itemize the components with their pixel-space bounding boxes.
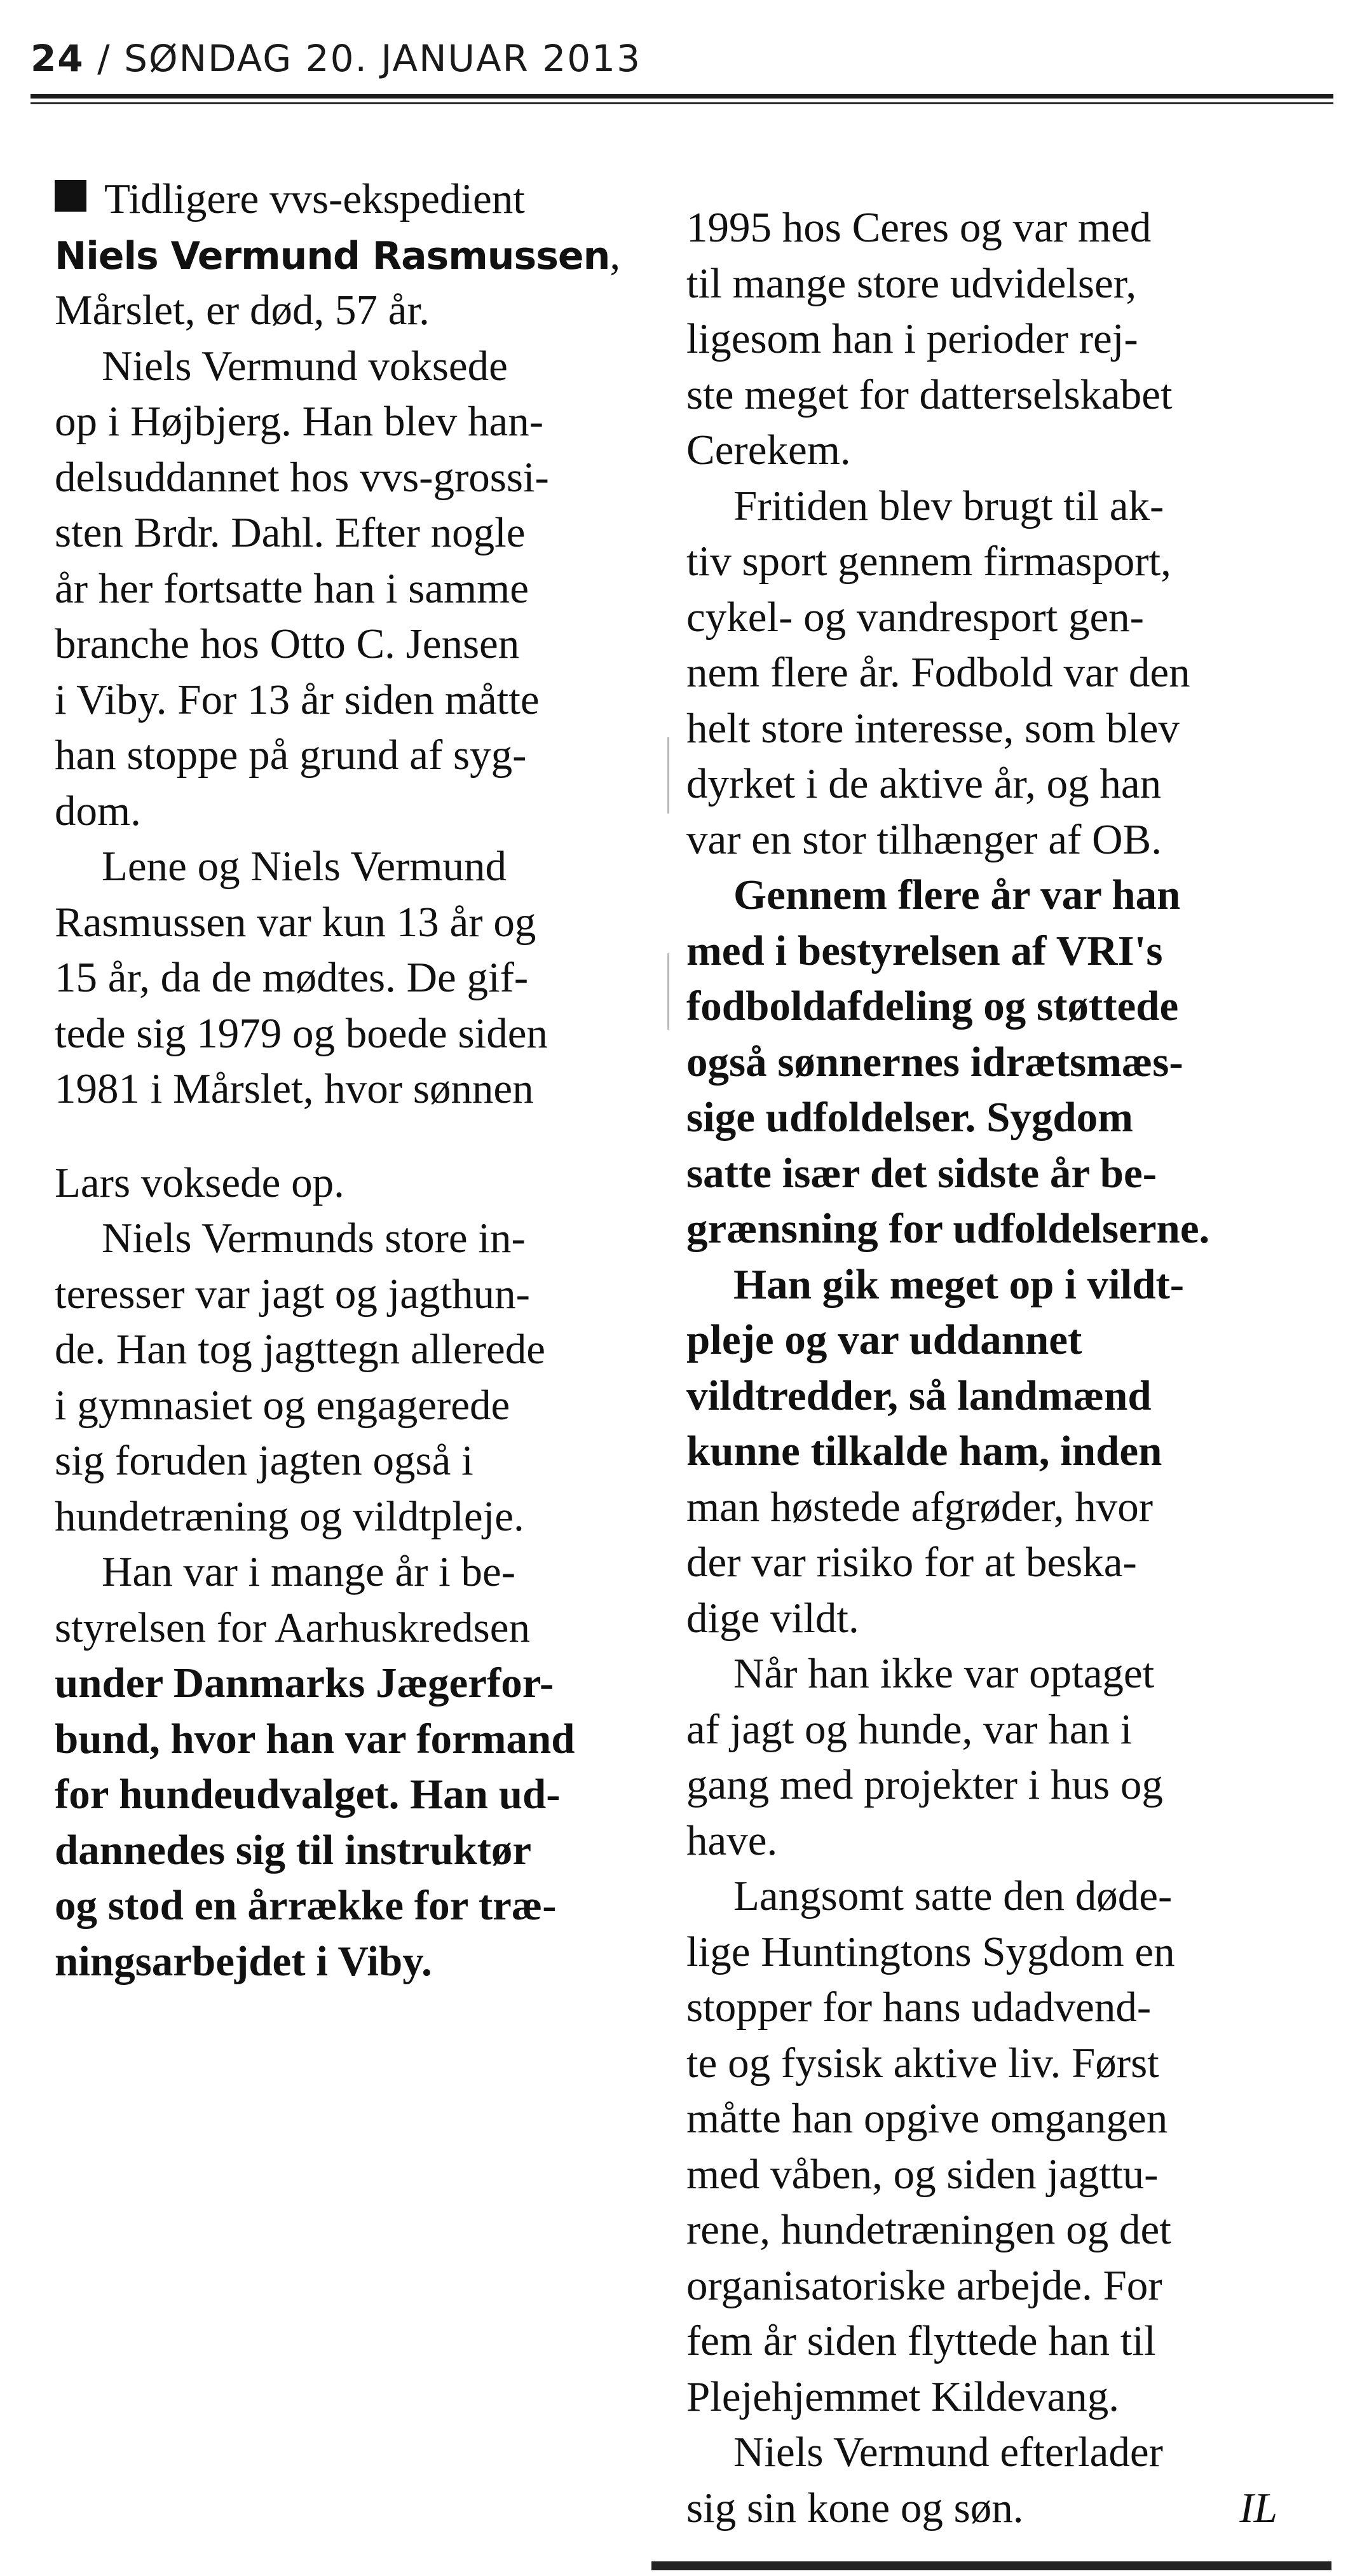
text-line: Tidligere vvs-ekspedient: [55, 172, 658, 228]
text-line: Når han ikke var optaget: [733, 1650, 1155, 1697]
text-line: teresser var jagt og jagthun-: [55, 1270, 530, 1318]
header-rule: [31, 94, 1333, 99]
text-line: te og fysisk aktive liv. Først: [686, 2039, 1159, 2087]
text-line: måtte han opgive omgangen: [686, 2095, 1168, 2142]
column-divider-lower: [667, 953, 669, 1030]
text-line: satte især det sidste år be-: [686, 1149, 1157, 1197]
text-line: 15 år, da de mødtes. De gif-: [55, 954, 529, 1001]
bullet-square-icon: [55, 180, 86, 212]
text-line: dannedes sig til instruktør: [55, 1826, 532, 1874]
text-line: bund, hvor han var formand: [55, 1715, 575, 1762]
text-line: kunne tilkalde ham, inden: [686, 1428, 1162, 1475]
text-line: Rasmussen var kun 13 år og: [55, 898, 536, 946]
text-line: med i bestyrelsen af VRI's: [686, 927, 1163, 974]
text-line: stopper for hans udadvend-: [686, 1984, 1152, 2031]
text-line: fodboldafdeling og støttede: [686, 983, 1179, 1030]
text-line: tede sig 1979 og boede siden: [55, 1009, 548, 1057]
text-line: tiv sport gennem firmasport,: [686, 538, 1171, 585]
text-line: Niels Vermund efterlader: [733, 2429, 1163, 2476]
text-line: Niels Vermunds store in-: [102, 1215, 526, 1262]
text-line: ligesom han i perioder rej-: [686, 315, 1138, 362]
text-line: ste meget for datterselskabet: [686, 371, 1173, 418]
text-line: Mårslet, er død, 57 år.: [55, 287, 430, 334]
text-line: have.: [686, 1816, 778, 1864]
text-line: Niels Vermund voksede: [102, 342, 508, 390]
text-line: med våben, og siden jagttu-: [686, 2150, 1159, 2198]
text-line: Lene og Niels Vermund: [102, 843, 507, 890]
closing-line: sig sin kone og søn. IL: [686, 2481, 1328, 2537]
text-line: grænsning for udfoldelserne.: [686, 1205, 1210, 1252]
text-line: dige vildt.: [686, 1594, 859, 1642]
text-line: helt store interesse, som blev: [686, 704, 1180, 752]
column-divider: [667, 737, 669, 814]
text-line: Lars voksede op.: [55, 1159, 344, 1206]
text-line: for hundeudvalget. Han ud-: [55, 1771, 561, 1818]
dateline: / SØNDAG 20. JANUAR 2013: [97, 37, 641, 80]
text-line: han stoppe på grund af syg-: [55, 732, 527, 779]
text-line: Cerekem.: [686, 426, 851, 474]
text-line: pleje og var uddannet: [686, 1316, 1082, 1363]
text-line: under Danmarks Jægerfor-: [55, 1659, 554, 1707]
text-line: organisatoriske arbejde. For: [686, 2261, 1162, 2309]
page-number: 24: [31, 37, 85, 80]
text-line: 1981 i Mårslet, hvor sønnen: [55, 1065, 534, 1112]
text-line: der var risiko for at beska-: [686, 1539, 1137, 1586]
text-line: sig foruden jagten også i: [55, 1437, 473, 1484]
text-line: Fritiden blev brugt til ak-: [733, 482, 1164, 529]
text-line: vildtredder, så landmænd: [686, 1372, 1152, 1419]
text-line: dyrket i de aktive år, og han: [686, 760, 1162, 807]
text-line: også sønnernes idrætsmæs-: [686, 1038, 1183, 1086]
text-line: af jagt og hunde, var han i: [686, 1705, 1133, 1753]
text-line: i gymnasiet og engagerede: [55, 1381, 510, 1429]
text-gap: [55, 1117, 658, 1155]
text-line: til mange store udvidelser,: [686, 259, 1137, 307]
text-line: de. Han tog jagttegn allerede: [55, 1326, 546, 1373]
deceased-name: Niels Vermund Rasmussen,: [55, 231, 621, 278]
footer-rule: [651, 2561, 1331, 2570]
text-line: hundetræning og vildtpleje.: [55, 1492, 524, 1540]
text-line: cykel- og vandresport gen-: [686, 593, 1144, 641]
header-rule-thin: [31, 102, 1333, 104]
article-column-right: [686, 200, 1328, 2536]
text-line: år her fortsatte han i samme: [55, 564, 529, 612]
text-line: 1995 hos Ceres og var med: [686, 204, 1152, 251]
text-line: op i Højbjerg. Han blev han-: [55, 398, 544, 445]
text-line: dom.: [55, 787, 141, 835]
text-line: i Viby. For 13 år siden måtte: [55, 676, 540, 723]
article-column-left: [55, 172, 658, 1989]
text-line: man høstede afgrøder, hvor: [686, 1483, 1154, 1530]
text-line: sten Brdr. Dahl. Efter nogle: [55, 509, 526, 556]
text-line: branche hos Otto C. Jensen: [55, 620, 520, 667]
text-line: og stod en årrække for træ-: [55, 1882, 557, 1929]
text-line: Han var i mange år i be-: [102, 1548, 516, 1595]
text-line: Gennem flere år var han: [733, 871, 1181, 918]
text-line: Plejehjemmet Kildevang.: [686, 2373, 1119, 2420]
text-line: sige udfoldelser. Sygdom: [686, 1094, 1133, 1141]
text-line: var en stor tilhænger af OB.: [686, 815, 1162, 863]
text-line: fem år siden flyttede han til: [686, 2317, 1156, 2364]
text-line: gang med projekter i hus og: [686, 1761, 1163, 1808]
page-header: [31, 37, 1333, 107]
text-line: delsuddannet hos vvs-grossi-: [55, 453, 549, 501]
text-line: ningsarbejdet i Viby.: [55, 1937, 432, 1985]
author-signature: IL: [1239, 2484, 1277, 2532]
text-line: nem flere år. Fodbold var den: [686, 649, 1190, 696]
text-line: lige Huntingtons Sygdom en: [686, 1928, 1175, 1975]
dateline-header: [31, 37, 641, 80]
text-line: styrelsen for Aarhuskredsen: [55, 1604, 530, 1651]
text-line: Langsomt satte den døde-: [733, 1872, 1173, 1919]
text-line: rene, hundetræningen og det: [686, 2206, 1171, 2253]
text-line: Han gik meget op i vildt-: [733, 1260, 1185, 1308]
